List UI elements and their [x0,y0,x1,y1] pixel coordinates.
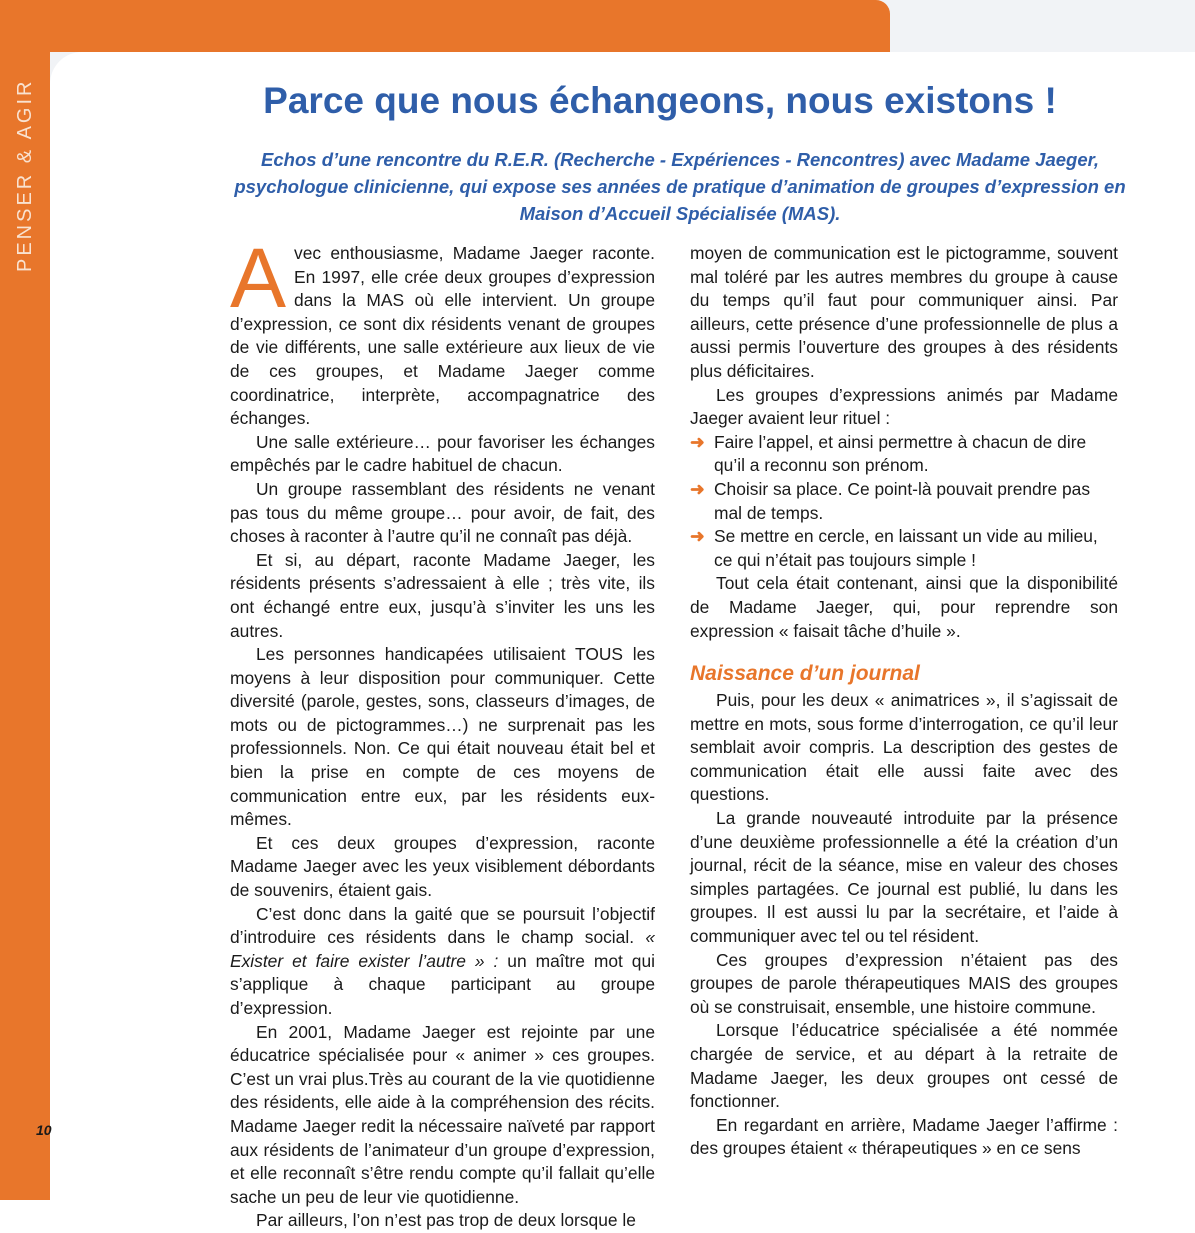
page-number: 10 [36,1122,52,1138]
paragraph-8: En 2001, Madame Jaeger est rejointe par une éducatrice spécialisée pour « animer » ces groupes. C’est un vrai plus.Très au courant de la vie quotidienne des résidents, elle aide à la compréhension des récits. Madame Jaeger redit la nécessaire naïveté par rapport aux résidents de l’animateur d’un groupe d’expression, et elle reconnaît s’être rendu compte qu’il fallait qu’elle sache un peu de leur vie quotidienne. [230,1021,655,1207]
article-intro: Echos d’une rencontre du R.E.R. (Recherche - Expériences - Rencontres) avec Madame Jaeger, psychologue clinicienne, qui expose ses années de pratique d’animation de groupes d’expression en Maison d’Accueil Spécialisée (MAS). [234,149,1126,224]
paragraph-animatrices: Puis, pour les deux « animatrices », il s’agissait de mettre en mots, sous forme d’interrogation, ce qu’il leur semblait avoir compris. La description des gestes de communication était elle aussi faite avec des questions. [690,690,1118,805]
paragraph-groups: Ces groupes d’expression n’étaient pas des groupes de parole thérapeutiques MAIS des groupes où se construisait, ensemble, une histoire commune. [690,949,1118,1017]
paragraph-ritual-intro: Les groupes d’expressions animés par Madame Jaeger avaient leur rituel : [690,384,1118,429]
bullet-item: ➜ Faire l’appel, et ainsi permettre à chacun de dire qu’il a reconnu son prénom. [690,431,1087,476]
paragraph-4: Et si, au départ, raconte Madame Jaeger, les résidents présents s’adressaient à elle ; très vite, ils ont échangé entre eux, jusqu’à s’inviter les uns les autres. [230,549,655,641]
paragraph-6: Et ces deux groupes d’expression, raconte Madame Jaeger avec les yeux visiblement débordants de souvenirs, étaient gais. [230,832,655,901]
arrow-icon: ➜ [690,431,705,452]
left-column [230,231,656,1233]
paragraph-3: Un groupe rassemblant des résidents ne venant pas tous du même groupe… pour avoir, de fait, des choses à raconter à l’autre qu’il ne connaît pas déjà. [230,478,655,547]
article-title: Parce que nous échangeons, nous existons ! [263,80,1057,121]
paragraph-journal: La grande nouveauté introduite par la présence d’une deuxième professionnelle a été la création d’un journal, récit de la séance, mise en valeur des choses simples partagées. Ce journal est publié, lu dans les groupes. Il est aussi lu par la secrétaire, et l’aide à communiquer avec tel ou tel résident. [690,808,1118,947]
quote-motto: « Exister et faire exister l’autre » : [230,927,655,971]
paragraph-looking-back: En regardant en arrière, Madame Jaeger l’affirme : des groupes étaient « thérapeutiques » en ce sens [690,1114,1118,1159]
paragraph-9: Par ailleurs, l’on n’est pas trop de deux lorsque le [256,1210,636,1231]
paragraph-closing: Lorsque l’éducatrice spécialisée a été nommée chargée de service, et au départ à la retraite de Madame Jaeger, les deux groupes ont cessé de fonctionner. [690,1020,1118,1112]
bullet-item: ➜ Choisir sa place. Ce point-là pouvait prendre pas mal de temps. [690,478,1091,523]
drop-cap: A [230,231,287,325]
right-column [690,242,1118,1161]
paragraph-2: Une salle extérieure… pour favoriser les échanges empêchés par le cadre habituel de chacun. [230,431,655,476]
orange-top-band [0,0,890,52]
bullet-item: ➜ Se mettre en cercle, en laissant un vide au milieu, ce qui n’était pas toujours simple ! [690,526,1098,570]
arrow-icon: ➜ [690,526,705,547]
paragraph-continued: moyen de communication est le pictogramme, souvent mal toléré par les autres membres du groupe à cause du temps qu’il faut pour communiquer ainsi. Par ailleurs, cette présence d’une professionnelle de plus a aussi permis l’ouverture des groupes à des résidents plus déficitaires. [690,243,1118,381]
paragraph-7: C’est donc dans la gaité que se poursuit l’objectif d’introduire ces résidents dans le champ social. « Exister et faire exister l’autre » : un maître mot qui s’applique à chaque participant au groupe d’expression. [230,903,656,1018]
paragraph-5: Les personnes handicapées utilisaient TOUS les moyens à leur disposition pour communiquer. Cette diversité (parole, gestes, sons, classeurs d’images, de mots ou de pictogrammes…) ne surprenait pas les professionnels. Non. Ce qui était nouveau était bel et bien la prise en compte de ces moyens de communication entre eux, par les résidents eux-mêmes. [230,644,655,830]
subheading: Naissance d’un journal [690,662,920,686]
paragraph-1: Avec enthousiasme, Madame Jaeger raconte. En 1997, elle crée deux groupes d’expression dans la MAS où elle intervient. Un groupe d’expression, ce sont dix résidents venant de groupes de vie différents, une salle extérieure aux lieux de vie de ces groupes, et Madame Jaeger comme coordinatrice, interprète, accompagnatrice des échanges. [230,231,655,429]
paragraph-containing: Tout cela était contenant, ainsi que la disponibilité de Madame Jaeger, qui, pour reprendre son expression « faisait tâche d’huile ». [690,573,1118,641]
arrow-icon: ➜ [690,478,705,499]
section-label: PENSER & AGIR [14,78,36,272]
